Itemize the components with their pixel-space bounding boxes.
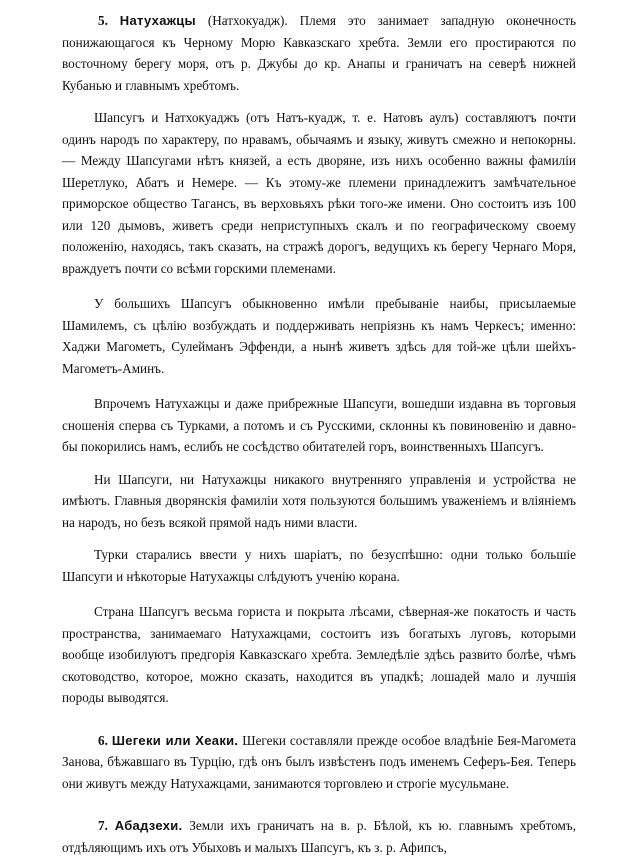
paragraph-country: Страна Шапсугъ весьма гориста и покрыта лѣсами, сѣверная-же покатость и часть пространства, занимаемаго Натухажцами, состоитъ изъ богатыхъ луговъ, которыми вообще изобилуютъ предгорія Кавказскаго хребта. Земледѣліе здѣсь развито болѣе, чѣмъ скотоводство, которое, можно сказать, находится въ упадкѣ; лошадей мало и лучшія породы выводятся. [62,604,576,705]
section-5-title: Натухажцы [119,13,196,28]
paragraph-sharia: Турки старались ввести у нихъ шаріатъ, по безуспѣшно: одни только большіе Шапсуги и нѣкоторые Натухажцы слѣдуютъ ученію корана. [62,547,576,584]
section-6-text: Шегеки составляли прежде особое владѣніе Бея-Магомета Занова, бѣжавшаго въ Турцію, гдѣ онъ былъ извѣстенъ подъ именемъ Сеферъ-Бея. Теперь они живутъ между Натухажцами, занимаются торговлею и строгіе мусульмане. [62,732,577,791]
section-7-title: Абадзехи. [114,818,183,833]
section-6-paragraph [62,730,576,795]
section-7-number: 7. [98,818,108,833]
section-7-paragraph [62,815,576,858]
section-5-number: 5. [98,13,108,28]
section-5-intro [62,10,576,96]
section-7-text: Земли ихъ граничатъ на в. р. Бѣлой, къ ю. главнымъ хребтомъ, отдѣляющимъ ихъ отъ Убыховъ и малыхъ Шапсугъ, къ з. р. Афипсъ, [62,818,577,855]
paragraph-naibs: У большихъ Шапсугъ обыкновенно имѣли пребываніе наибы, присылаемые Шамилемъ, съ цѣлію возбуждать и поддерживать непріязнь къ намъ Черкесъ; именно: Хаджи Магометъ, Сулейманъ Эффенди, а нынѣ живетъ здѣсь для той-же цѣли шейхъ-Магометъ-Аминъ. [62,296,576,376]
paragraph-trade: Впрочемъ Натухажцы и даже прибрежные Шапсуги, вошедши издавна въ торговыя сношенія сперва съ Турками, а потомъ и съ Русскими, склонны къ повиновенію и давно-бы покорились намъ, еслибъ не сосѣдство обитателей горъ, воинственныхъ Шапсугъ. [62,396,576,454]
section-5-intro-text: (Натхокуадж). Племя это занимает западную оконечность понижающагося къ Черному Морю Кавказскаго хребта. Земли его простираются по восточному берегу моря, отъ р. Джубы до кр. Анапы и граничатъ на северѣ нижней Кубанью и главнымъ хребтомъ. [62,13,577,93]
paragraph-shapsug-natkhokuadzh: Шапсугъ и Натхокуаджъ (отъ Натъ-куадж, т. е. Натовъ аулъ) составляютъ почти одинъ народъ по характеру, по нравамъ, обычаямъ и языку, живутъ смежно и непокорны.— Между Шапсугами нѣтъ князей, а есть дворяне, изъ нихъ особенно важны фамиліи Шеретлуко, Абатъ и Немере. — Къ этому-же племени принадлежитъ замѣчательное приморское общество Тагансъ, въ верховьяхъ рѣки того-же имени. Оно состоитъ изъ 100 или 120 дымовъ, живетъ среди неприступныхъ скалъ и по географическому своему положенію, находясь, такъ сказать, на стражѣ дорогъ, ведущихъ къ берегу Чернаго Моря, враждуетъ почти со всѣми горскими племенами. [62,110,576,276]
section-6-number: 6. [98,732,108,748]
section-6-title: Шегеки или Хеаки. [111,732,239,748]
paragraph-governance: Ни Шапсуги, ни Натухажцы никакого внутренняго управленія и устройства не имѣютъ. Главныя дворянскія фамиліи хотя пользуются большимъ уваженіемъ и вліяніемъ на народъ, но безъ всякой прямой надъ ними власти. [62,471,576,530]
